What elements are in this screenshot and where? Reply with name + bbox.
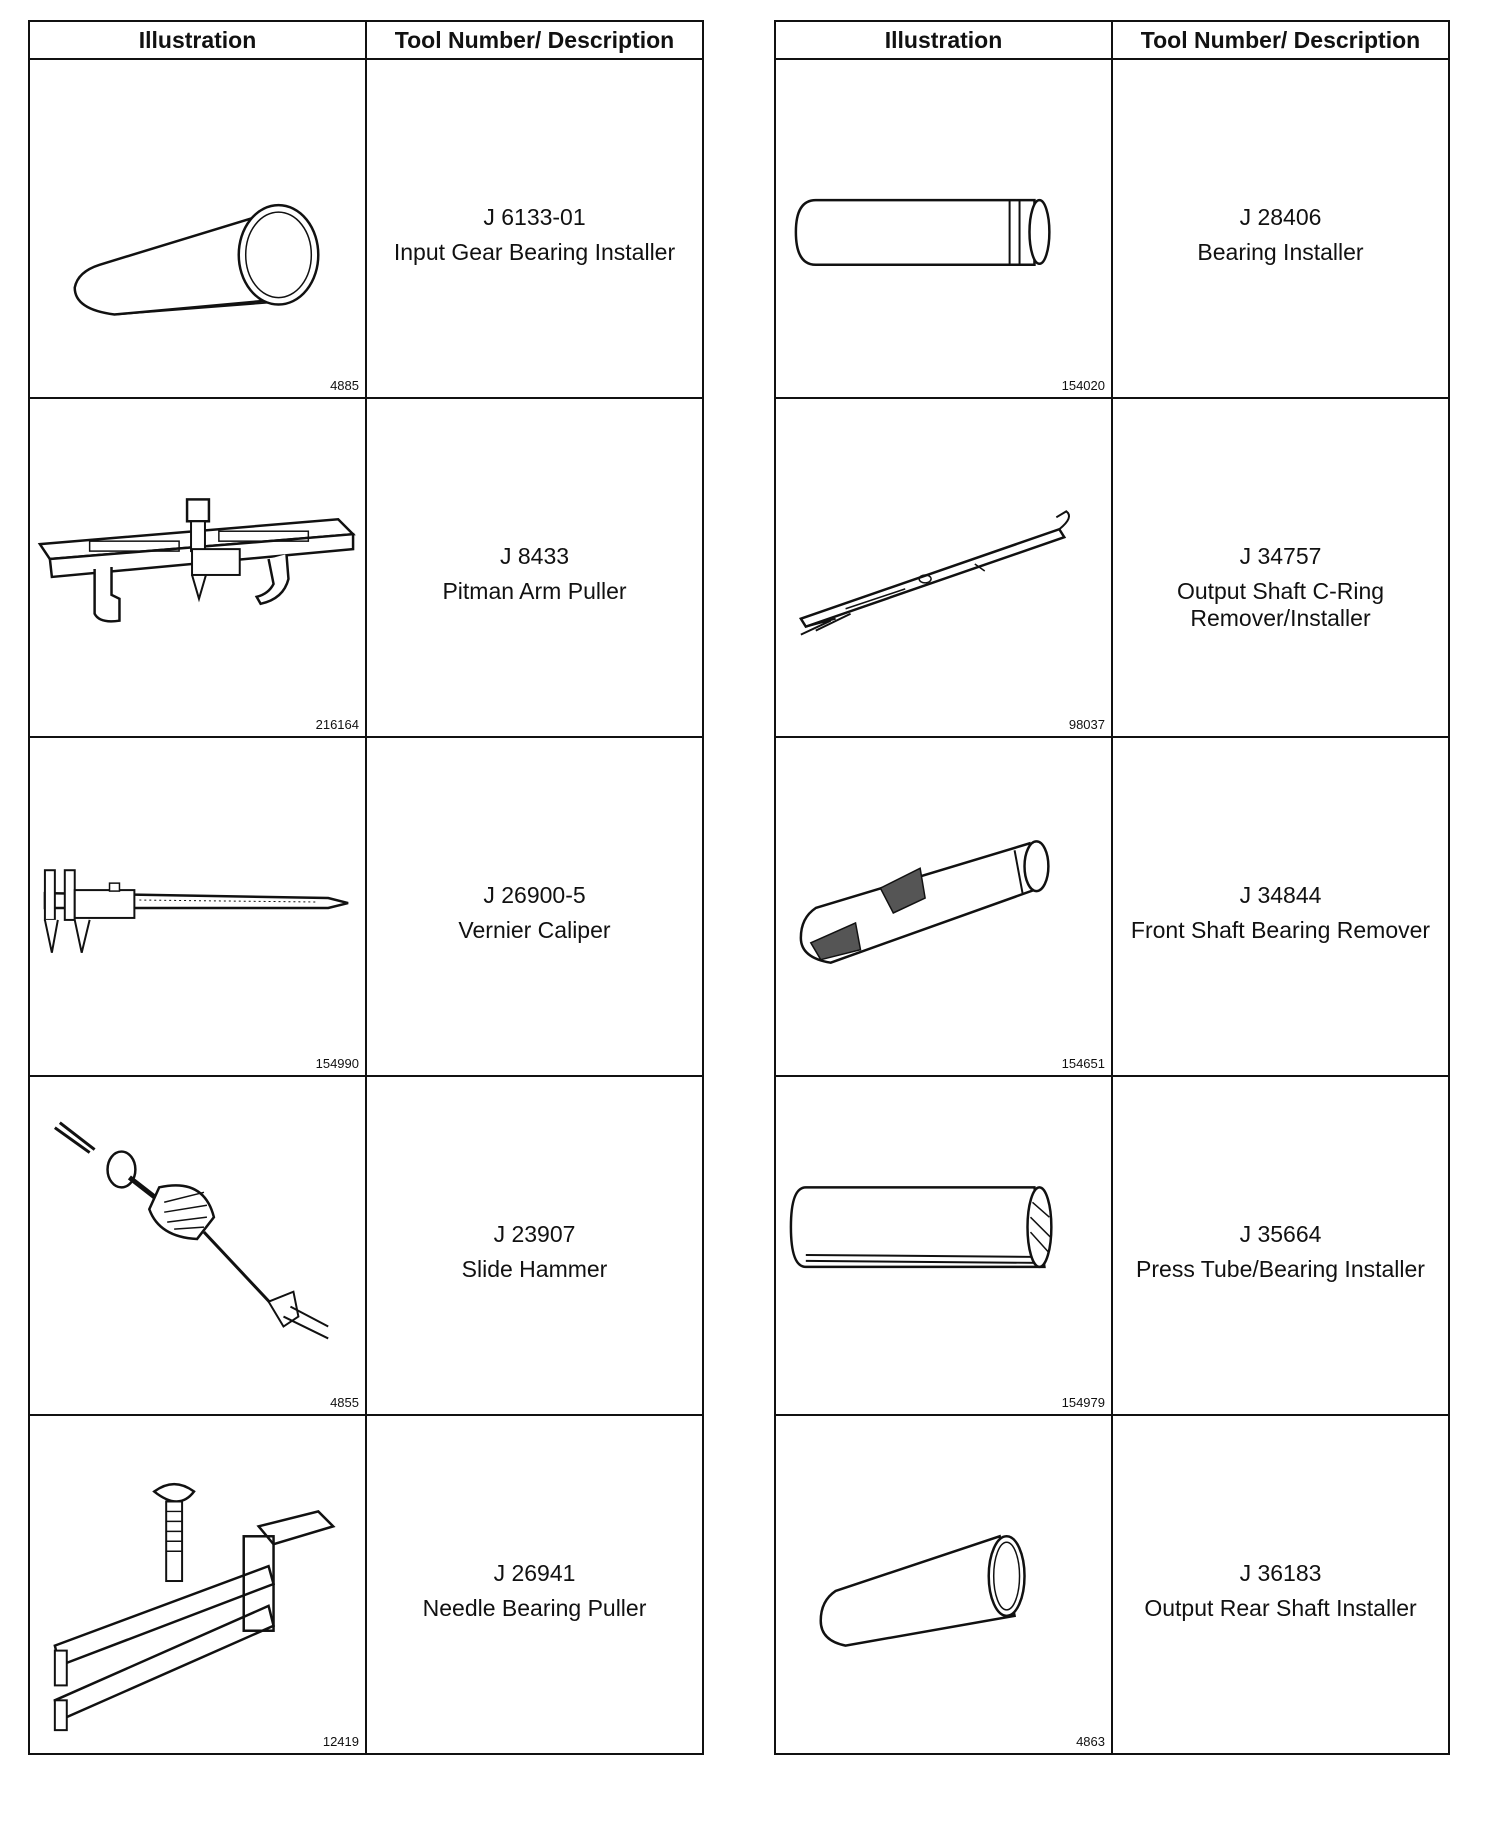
tool-number: J 36183: [1239, 1560, 1322, 1586]
table-row: [775, 1076, 1449, 1415]
figure-number: 154020: [1061, 378, 1105, 393]
figure-number: 4855: [330, 1395, 359, 1410]
tool-number: J 34757: [1239, 543, 1322, 569]
tool-description: Input Gear Bearing Installer: [393, 239, 676, 265]
table-row: [29, 1076, 703, 1415]
tool-number: J 35664: [1239, 1221, 1322, 1247]
tool-number: J 26900-5: [483, 882, 586, 908]
tools-table-right: [774, 20, 1450, 1755]
figure-number: 154979: [1061, 1395, 1105, 1410]
table-row: [775, 737, 1449, 1076]
header-description: Tool Number/ Description: [366, 21, 703, 59]
bearing-remover-icon: [776, 738, 1111, 1075]
press-tube-icon: [776, 1077, 1111, 1414]
tool-description: Front Shaft Bearing Remover: [1130, 917, 1431, 943]
figure-number: 12419: [322, 1734, 359, 1749]
bearing-installer-icon: [776, 60, 1111, 397]
tool-number: J 23907: [493, 1221, 576, 1247]
puller-icon: [30, 399, 365, 736]
shaft-installer-icon: [776, 1416, 1111, 1753]
tool-description: Press Tube/Bearing Installer: [1136, 1256, 1425, 1282]
caliper-icon: [30, 738, 365, 1075]
header-illustration: Illustration: [29, 21, 366, 59]
table-row: [29, 59, 703, 398]
needle-bearing-puller-icon: [30, 1416, 365, 1753]
table-row: [29, 398, 703, 737]
table-row: [29, 737, 703, 1076]
header-illustration: Illustration: [775, 21, 1112, 59]
table-row: [29, 1415, 703, 1754]
tool-description: Slide Hammer: [461, 1256, 608, 1282]
table-row: [775, 1415, 1449, 1754]
tool-number: J 28406: [1239, 204, 1322, 230]
tool-number: J 26941: [493, 1560, 576, 1586]
tool-description: Bearing Installer: [1197, 239, 1364, 265]
tool-number: J 8433: [499, 543, 570, 569]
table-row: [775, 59, 1449, 398]
figure-number: 4863: [1076, 1734, 1105, 1749]
bearing-installer-icon: [30, 60, 365, 397]
tool-description: Needle Bearing Puller: [422, 1595, 647, 1621]
figure-number: 216164: [315, 717, 359, 732]
slide-hammer-icon: [30, 1077, 365, 1414]
tools-table-left: [28, 20, 704, 1755]
tool-number: J 6133-01: [483, 204, 586, 230]
figure-number: 154651: [1061, 1056, 1105, 1071]
header-description: Tool Number/ Description: [1112, 21, 1449, 59]
tool-description: Output Shaft C-Ring Remover/Installer: [1176, 578, 1385, 631]
c-ring-tool-icon: [776, 399, 1111, 736]
tool-number: J 34844: [1239, 882, 1322, 908]
tool-description: Vernier Caliper: [458, 917, 611, 943]
figure-number: 4885: [330, 378, 359, 393]
tool-description: Pitman Arm Puller: [442, 578, 627, 604]
tool-description: Output Rear Shaft Installer: [1144, 1595, 1417, 1621]
figure-number: 154990: [315, 1056, 359, 1071]
figure-number: 98037: [1068, 717, 1105, 732]
table-row: [775, 398, 1449, 737]
